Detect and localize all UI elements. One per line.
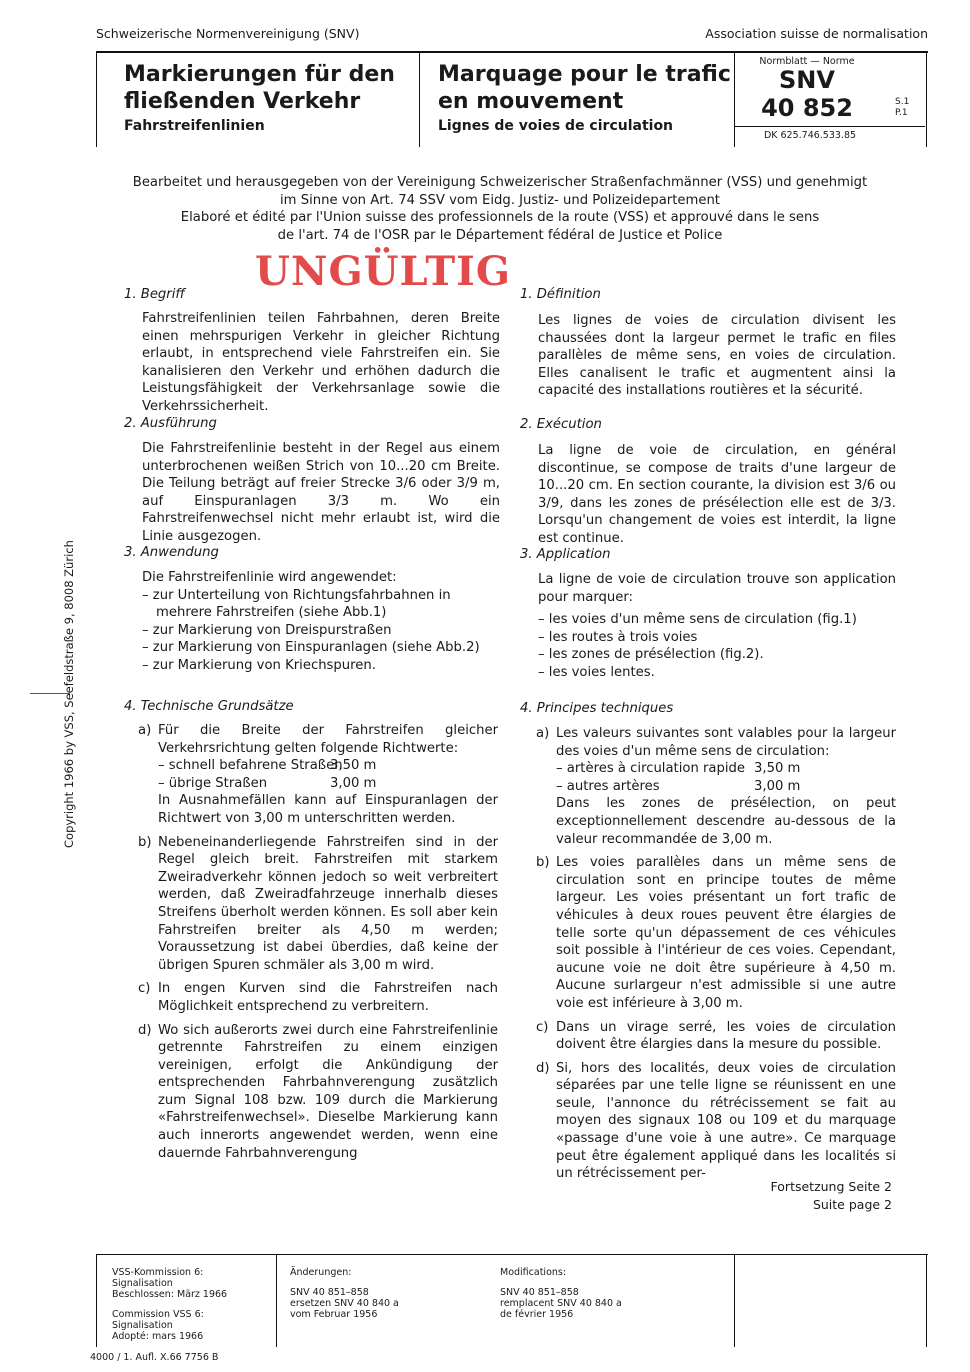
commission-de-2: Signalisation: [112, 1278, 173, 1289]
item-text: Dans un virage serré, les voies de circulation doivent être élargies dans la mesure du possible.: [556, 1019, 896, 1053]
intro-line4: de l'art. 74 de l'OSR par le Département fédéral de Justice et Police: [277, 227, 723, 243]
footer-commission: [96, 1255, 276, 1347]
subtitle-fr: Lignes de voies de circulation: [438, 118, 674, 134]
margin-mark: [30, 693, 70, 694]
invalid-stamp: UNGÜLTIG: [255, 248, 511, 295]
norm-label: Normblatt — Norme: [759, 56, 855, 67]
fr-section-1-title: 1. Définition: [520, 287, 601, 302]
header-box: [96, 51, 928, 147]
continuation-de: Fortsetzung Seite 2: [770, 1179, 892, 1194]
fr-item-d: [536, 1060, 896, 1183]
title-de-line1: Markierungen für den: [124, 62, 395, 87]
item-label: b): [536, 855, 550, 871]
item-label: b): [138, 834, 152, 850]
commission-fr-3: Adopté: mars 1966: [112, 1331, 204, 1342]
changes-fr-title: Modifications:: [500, 1267, 567, 1278]
value-row: [158, 775, 498, 793]
title-de: [124, 61, 395, 134]
item-text-2: In Ausnahmefällen kann auf Einspuranlagen der Richtwert von 3,00 m unterschritten werden.: [158, 793, 498, 826]
value-row-label: – autres artères: [556, 778, 660, 794]
de-item-c: [138, 980, 498, 1015]
list-item: – les zones de présélection (fig.2).: [538, 647, 764, 663]
title-fr-line2: en mouvement: [438, 89, 624, 114]
value-row-value: 3,00 m: [754, 778, 801, 794]
list-item: – zur Markierung von Dreispurstraßen: [142, 622, 392, 638]
de-section-3-intro: Die Fahrstreifenlinie wird angewendet:: [142, 570, 397, 585]
item-label: a): [138, 723, 152, 738]
commission-fr-2: Signalisation: [112, 1320, 173, 1331]
de-section-2-text: Die Fahrstreifenlinie besteht in der Regel aus einem unterbrochenen weißen Strich von 10...20 cm Breite. Die Teilung beträgt auf freier Strecke 3/6 oder 3/9 m, auf Einspuranlagen 3/3 m. Wo ein Fahrstreifenwechsel nicht mehr erlaubt ist, wird die Linie ausgezogen.: [142, 441, 500, 544]
list-item: – les routes à trois voies: [538, 629, 698, 645]
item-text-2: Dans les zones de présélection, on peut exceptionnellement descendre au-dessous de la valeur recommandée de 3,00 m.: [556, 796, 896, 847]
item-label: c): [536, 1019, 549, 1035]
fr-section-2-text: La ligne de voie de circulation, en général discontinue, se compose de traits d'une largeur de 10...20 cm. En section courante, la division est 3/6 ou 3/9, dans les zones de présélection elle est de 3/3. Lorsqu'un changement de voies est interdit, la ligne est continue.: [538, 443, 896, 546]
norm-block: [735, 53, 926, 147]
footer-box: [96, 1254, 928, 1347]
de-section-3-title: 3. Anwendung: [124, 545, 219, 560]
list-item: – zur Markierung von Kriechspuren.: [142, 657, 376, 673]
de-section-2-title: 2. Ausführung: [124, 416, 217, 431]
changes-de-3: vom Februar 1956: [290, 1309, 378, 1320]
item-text: Für die Breite der Fahrstreifen gleicher Verkehrsrichtung gelten folgende Richtwerte:: [158, 723, 498, 756]
page-number: [895, 97, 909, 119]
commission-fr-1: Commission VSS 6:: [112, 1309, 204, 1320]
copyright-notice: Copyright 1966 by VSS, Seefeldstraße 9, 8008 Zürich: [62, 540, 76, 848]
value-row-label: – artères à circulation rapide: [556, 761, 746, 777]
changes-fr-1: SNV 40 851–858: [500, 1287, 579, 1298]
de-section-1-title: 1. Begriff: [124, 287, 185, 302]
commission-de-3: Beschlossen: März 1966: [112, 1289, 228, 1300]
continuation-note: [771, 1178, 892, 1213]
value-row-value: 3,50 m: [754, 761, 801, 777]
item-text: Si, hors des localités, deux voies de circulation séparées par une telle ligne se réunissent en une seule, l'annonce du rétrécissement se fait au moyen des signaux 108 ou 109 et du marquage «passage d'une voie à une autre». Ce marquage peut être également appliqué dans les localités si un rétrécissement per-: [556, 1060, 896, 1182]
page-fr: P.1: [895, 108, 908, 118]
value-row-value: 3,00 m: [330, 775, 377, 791]
title-fr: [438, 61, 731, 134]
list-item: – zur Markierung von Einspuranlagen (siehe Abb.2): [142, 640, 480, 656]
fr-item-c: [536, 1019, 896, 1054]
item-label: d): [536, 1060, 550, 1076]
changes-fr-2: remplacent SNV 40 840 a: [500, 1298, 622, 1309]
footer-changes-de: [276, 1255, 496, 1347]
dk-number: DK 625.746.533.85: [763, 130, 857, 141]
footer-changes-fr: [486, 1255, 726, 1347]
changes-de-title: Änderungen:: [290, 1267, 352, 1278]
de-section-3: [142, 569, 500, 675]
fr-section-4: [536, 725, 896, 1183]
fr-section-3-intro: La ligne de voie de circulation trouve son application pour marquer:: [538, 572, 896, 605]
continuation-fr: Suite page 2: [812, 1196, 892, 1212]
de-item-d: [138, 1022, 498, 1163]
item-text: In engen Kurven sind die Fahrstreifen nach Möglichkeit entsprechend zu verbreitern.: [158, 981, 498, 1014]
changes-de-2: ersetzen SNV 40 840 a: [290, 1298, 399, 1309]
item-label: a): [536, 726, 550, 741]
commission-de-1: VSS-Kommission 6:: [112, 1267, 204, 1278]
item-label: c): [138, 981, 151, 997]
changes-fr-3: de février 1956: [500, 1309, 574, 1320]
title-de-line2: fließenden Verkehr: [124, 89, 361, 114]
value-row-label: – schnell befahrene Straßen: [158, 758, 343, 774]
page-de: S.1: [895, 97, 910, 107]
org-name-de: Schweizerische Normenvereinigung (SNV): [96, 26, 360, 41]
item-text: Nebeneinanderliegende Fahrstreifen sind in der Regel gleich breit. Fahrstreifen mit starkem Zweiradverkehr können jedoch so weit verbreitert werden, daß Zweiradfahrzeuge innerhalb dieses Streifens überholt werden können. Es soll aber kein Fahrstreifen breiter als 4,50 m werden; Voraussetzung ist dabei überdies, daß keine der übrigen Spuren schmäler als 3,00 m wird.: [158, 834, 498, 973]
norm-number: 40 852: [761, 94, 853, 122]
value-row: [556, 760, 896, 778]
fr-section-4-title: 4. Principes techniques: [520, 701, 674, 716]
item-text: Wo sich außerorts zwei durch eine Fahrstreifenlinie getrennte Fahrstreifen zu einem einzigen vereinigen, erfolgt die Ankündigung der entsprechenden Fahrbahnverengung zusätzlich zum Signal 108 bzw. 109 durch die Markierung «Fahrstreifenwechsel». Dieselbe Markierung kann auch innerorts angewendet werden, wenn eine dauernde Fahrbahnverengung: [158, 1022, 498, 1161]
value-row-value: 3,50 m: [330, 758, 377, 774]
changes-de-1: SNV 40 851–858: [290, 1287, 369, 1298]
fr-section-3-title: 3. Application: [520, 547, 611, 562]
de-section-1-text: Fahrstreifenlinien teilen Fahrbahnen, deren Breite einen mehrspurigen Verkehr in gleicher Richtung erlaubt, in entsprechend viele Fahrstreifen ein. Sie kanalisieren den Verkehr und erhöhen dadurch die Leistungsfähigkeit der Verkehrsanlage sowie die Verkehrssicherheit.: [142, 311, 500, 414]
item-text: Les valeurs suivantes sont valables pour la largeur des voies d'un même sens de circulation:: [556, 726, 896, 759]
value-row: [556, 778, 896, 796]
list-item: – zur Unterteilung von Richtungsfahrbahnen in mehrere Fahrstreifen (siehe Abb.1): [142, 587, 451, 621]
print-info: 4000 / 1. Aufl. X.66 7756 B: [90, 1352, 219, 1363]
value-row: [158, 757, 498, 775]
norm-org: SNV: [779, 66, 835, 94]
intro-line1: Bearbeitet und herausgegeben von der Vereinigung Schweizerischer Straßenfachmänner (VSS) und genehmigt: [132, 175, 868, 190]
item-label: d): [138, 1022, 152, 1038]
title-fr-line1: Marquage pour le trafic: [438, 62, 731, 87]
org-name-fr: Association suisse de normalisation: [705, 26, 928, 41]
intro-line3: Elaboré et édité par l'Union suisse des professionnels de la route (VSS) et approuvé dans le sens: [180, 210, 820, 226]
de-section-4-title: 4. Technische Grundsätze: [124, 699, 294, 714]
subtitle-de: Fahrstreifenlinien: [124, 118, 265, 134]
fr-section-2-title: 2. Exécution: [520, 417, 602, 432]
de-item-b: [138, 834, 498, 975]
item-text: Les voies parallèles dans un même sens de circulation sont en principe toutes de même largeur. Les voies présentant un fort trafic de véhicules à deux roues peuvent être élargies de telle sorte qu'un dépassement de ces véhicules soit possible à l'intérieur de ces voies. Cependant, aucune voie ne doit être supérieure à 4,50 m. Aucune surlargeur n'est admissible si une autre voie est inférieure à 3,00 m.: [556, 855, 896, 1011]
de-section-4: [138, 722, 498, 1162]
de-item-a: [138, 722, 498, 828]
intro-line2: im Sinne von Art. 74 SSV vom Eidg. Justiz- und Polizeidepartement: [280, 192, 720, 208]
fr-section-3: [538, 571, 896, 682]
list-item: – les voies lentes.: [538, 664, 655, 680]
list-item: – les voies d'un même sens de circulation (fig.1): [538, 612, 857, 628]
fr-item-b: [536, 854, 896, 1012]
fr-item-a: [536, 725, 896, 848]
fr-section-1-text: Les lignes de voies de circulation divisent les chaussées dont la largeur permet le trafic en files parallèles de même sens, en voies de circulation. Elles canalisent le trafic et augmentent ainsi la capacité des installations routières et la sécurité.: [538, 313, 896, 399]
intro: [120, 174, 880, 244]
value-row-label: – übrige Straßen: [158, 775, 268, 791]
